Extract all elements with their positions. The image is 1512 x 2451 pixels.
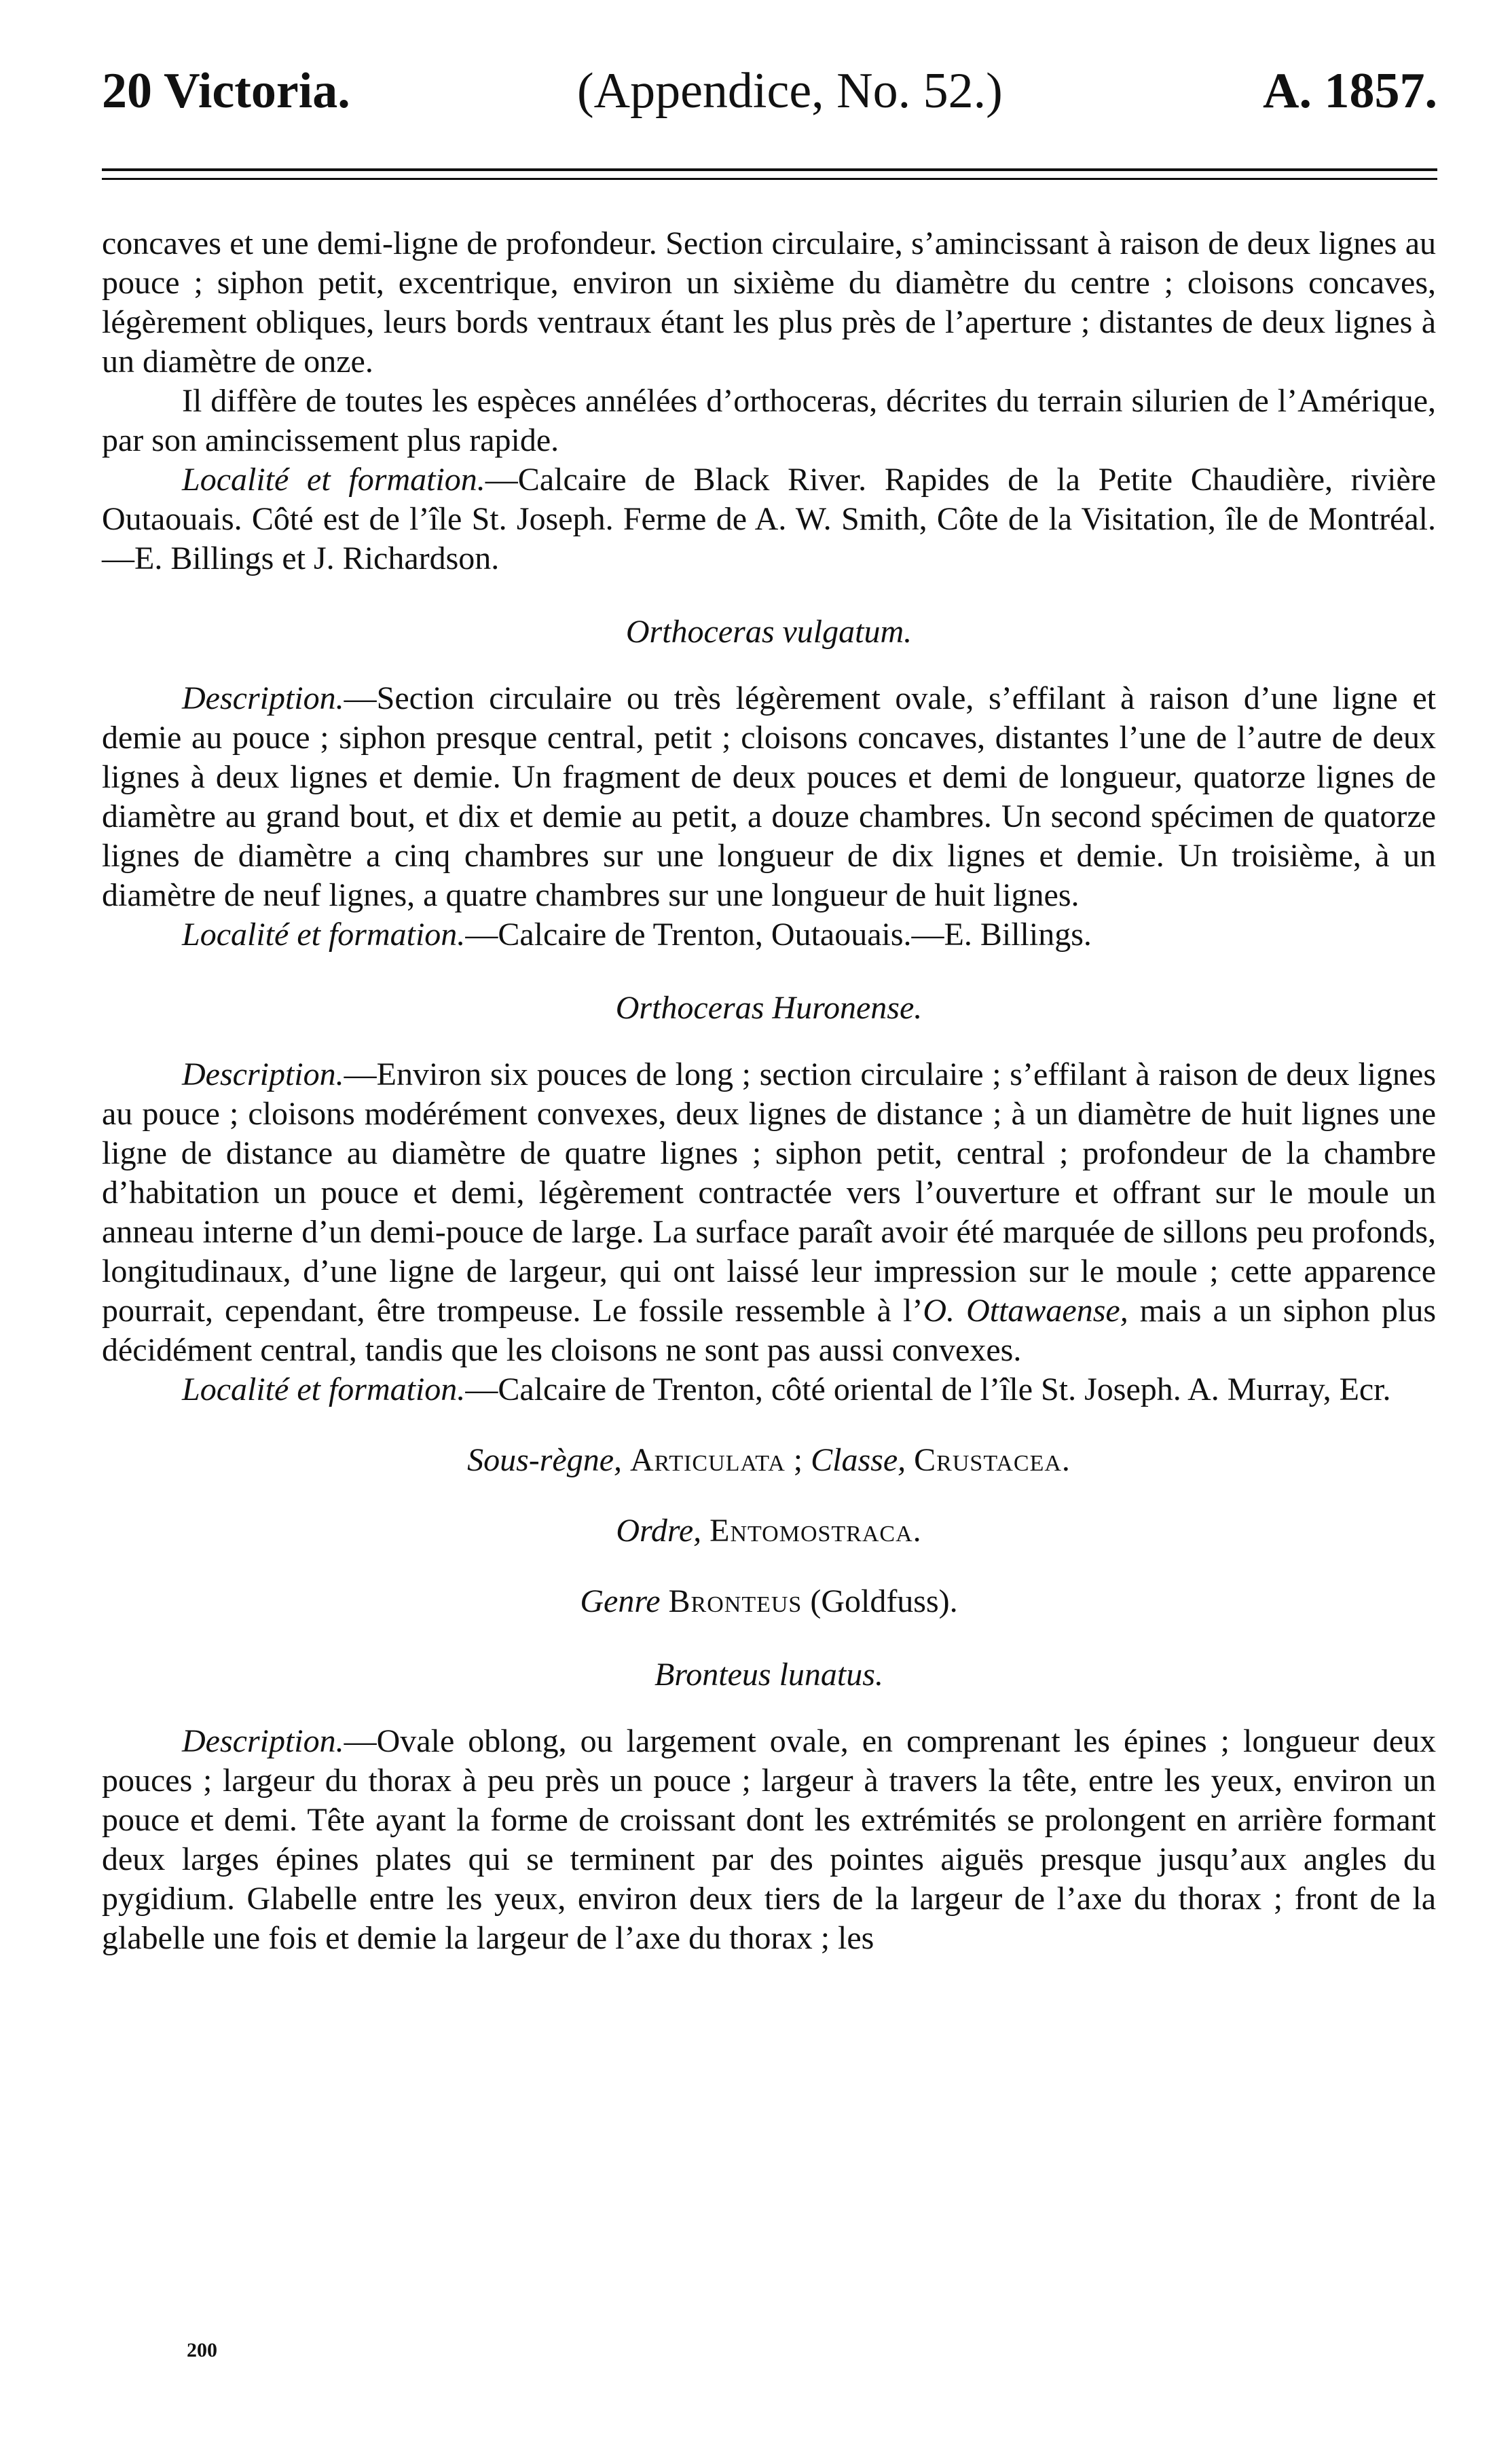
header-center: (Appendice, No. 52.) bbox=[577, 63, 1003, 119]
taxon-name: Articulata bbox=[630, 1442, 786, 1478]
taxon-rank: Genre bbox=[580, 1583, 661, 1619]
header-left: 20 Victoria. bbox=[102, 63, 350, 119]
header-rule-top bbox=[102, 168, 1437, 171]
page-header bbox=[102, 62, 1437, 130]
paragraph bbox=[102, 460, 1436, 578]
header-rule-bottom bbox=[102, 178, 1437, 180]
separator: ; bbox=[785, 1442, 811, 1478]
paragraph bbox=[102, 915, 1436, 955]
page-number: 200 bbox=[187, 2339, 217, 2361]
paragraph-label: Localité et formation. bbox=[182, 462, 485, 498]
taxon-name: Entomostraca. bbox=[709, 1513, 922, 1549]
taxon-rank: Sous-règne, bbox=[467, 1442, 623, 1478]
taxon-rank: Ordre, bbox=[616, 1513, 702, 1549]
species-reference: O. Ottawaense, bbox=[923, 1293, 1128, 1329]
paragraph-text: —Environ six pouces de long ; section circulaire ; s’effilant à raison de deux lignes au pouce ; cloisons modérément convexes, deux lignes de distance ; à un diamètre de huit lignes une ligne de distance au diamètre de quatre lignes ; siphon petit, central ; profondeur de la chambre d’habitation un pouce et demi, légèrement contractée vers l’ouverture et offrant sur le moule un anneau interne d’un demi-pouce de large. La surface paraît avoir été marquée de sillons peu profonds, longitudinaux, d’une ligne de largeur, qui ont laissé leur impression sur le moule ; cette apparence pourrait, cependant, être trompeuse. Le fossile ressemble à l’ bbox=[102, 1056, 1436, 1329]
paragraph: concaves et une demi-ligne de profondeur. Section circulaire, s’amincissant à raison de deux lignes au pouce ; siphon petit, excentrique, environ un sixième du diamètre du centre ; cloisons concaves, légèrement obliques, leurs bords ventraux étant les plus près de l’aperture ; distantes de deux lignes à un diamètre de onze. bbox=[102, 225, 1436, 380]
taxonomy-heading bbox=[102, 1441, 1436, 1480]
paragraph-label: Description. bbox=[182, 680, 344, 716]
taxonomy-heading bbox=[102, 1511, 1436, 1551]
paragraph bbox=[102, 1722, 1436, 1958]
paragraph bbox=[102, 679, 1436, 915]
paragraph-text: —Calcaire de Trenton, Outaouais.—E. Billings. bbox=[465, 917, 1092, 953]
paragraph-label: Localité et formation. bbox=[182, 1371, 466, 1407]
paragraph-text: mais a un siphon plus décidément central, tandis que les cloisons ne sont pas aussi convexes. bbox=[102, 1293, 1437, 1368]
paragraph-text: —Section circulaire ou très légèrement ovale, s’effilant à raison d’une ligne et demie au pouce ; siphon presque central, petit ; cloisons concaves, distantes l’une de l’autre de deux lignes à deux lignes et demie. Un fragment de deux pouces et demi de longueur, quatorze lignes de diamètre au grand bout, et dix et demie au petit, a douze chambres. Un second spécimen de quatorze lignes de diamètre a cinq chambres sur une longueur de dix lignes et demie. Un troisième, à un diamètre de neuf lignes, a quatre chambres sur une longueur de huit lignes. bbox=[102, 680, 1436, 913]
body-text bbox=[102, 224, 1436, 1958]
paragraph bbox=[102, 1370, 1436, 1409]
species-heading: Orthoceras Huronense. bbox=[615, 990, 923, 1026]
taxon-rank: Classe, bbox=[811, 1442, 906, 1478]
paragraph-label: Description. bbox=[182, 1056, 344, 1092]
paragraph-label: Description. bbox=[182, 1723, 344, 1759]
paragraph-text: —Ovale oblong, ou largement ovale, en comprenant les épines ; longueur deux pouces ; largeur du thorax à peu près un pouce ; largeur à travers la tête, entre les yeux, environ un pouce et demi. Tête ayant la forme de croissant dont les extrémités se prolongent en arrière formant deux larges épines plates qui se terminent par des pointes aiguës presque jusqu’aux angles du pygidium. Glabelle entre les yeux, environ deux tiers de la largeur de l’axe du thorax ; front de la glabelle une fois et demie la largeur de l’axe du thorax ; les bbox=[102, 1723, 1436, 1956]
taxon-name: Crustacea. bbox=[914, 1442, 1071, 1478]
species-heading: Bronteus lunatus. bbox=[654, 1657, 883, 1693]
taxon-name: Bronteus bbox=[668, 1583, 803, 1619]
header-right: A. 1857. bbox=[1263, 63, 1437, 119]
taxonomy-heading bbox=[102, 1582, 1436, 1621]
paragraph-label: Localité et formation. bbox=[182, 917, 466, 953]
taxon-author: (Goldfuss). bbox=[810, 1583, 958, 1619]
paragraph: Il diffère de toutes les espèces annélées d’orthoceras, décrites du terrain silurien de l’Amérique, par son amincissement plus rapide. bbox=[102, 383, 1436, 458]
species-heading: Orthoceras vulgatum. bbox=[625, 614, 912, 650]
paragraph bbox=[102, 1055, 1436, 1370]
paragraph-text: —Calcaire de Trenton, côté oriental de l’île St. Joseph. A. Murray, Ecr. bbox=[465, 1371, 1391, 1407]
paragraph-text: —Calcaire de Black River. Rapides de la Petite Chaudière, rivière Outaouais. Côté est de l’île St. Joseph. Ferme de A. W. Smith, Côte de la Visitation, île de Montréal.—E. Billings et J. Richardson. bbox=[102, 462, 1437, 576]
